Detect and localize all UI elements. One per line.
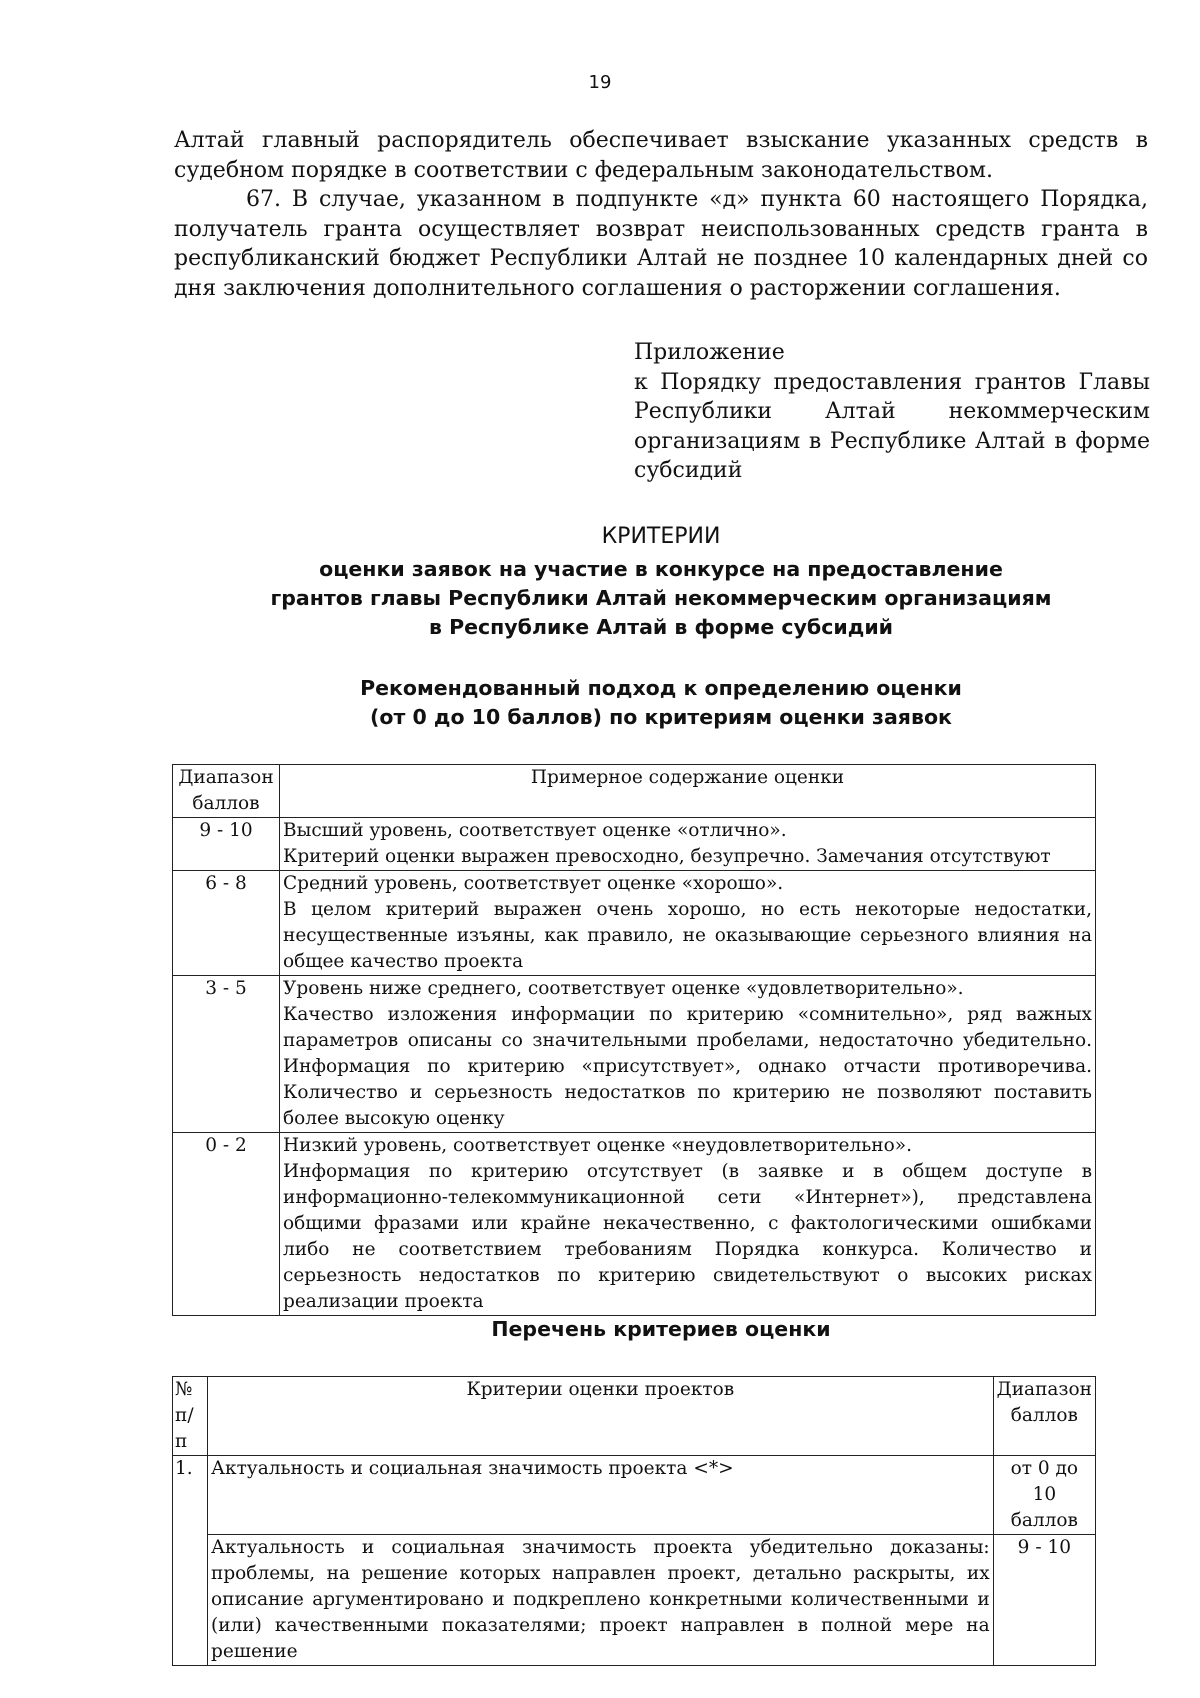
table-row: [173, 818, 1096, 871]
criteria-table: [172, 1376, 1096, 1666]
criterion-detail-cell: Актуальность и социальная значимость проекта убедительно доказаны: проблемы, на решение которых направлен проект, детально раскрыты, их описание аргументировано и подкреплено конкретными количественными и (или) качественными показателями; проект направлен в полной мере на решение: [208, 1535, 994, 1666]
range-cell: 9 - 10: [993, 1535, 1095, 1666]
page-number: 19: [588, 72, 612, 93]
table-row: [173, 1535, 1096, 1666]
body-text: [174, 126, 1148, 303]
appendix-title: Приложение: [634, 340, 785, 365]
criteria-subtitle: [174, 555, 1148, 642]
level-text: Качество изложения информации по критерию «сомнительно», ряд важных параметров описаны со значительными пробелами, недостаточно убедительно. Информация по критерию «присутствует», однако отчасти противоречива. Количество и серьезность недостатков по критерию не позволяют поставить более высокую оценку: [283, 1004, 1092, 1129]
header-range: Диапазон баллов: [173, 765, 280, 818]
header-content: Примерное содержание оценки: [280, 765, 1096, 818]
level-title: Высший уровень, соответствует оценке «отлично».: [283, 820, 787, 841]
table-header-row: [173, 765, 1096, 818]
criteria-subtitle-line: в Республике Алтай в форме субсидий: [428, 615, 894, 639]
criteria-title: КРИТЕРИИ: [601, 524, 721, 549]
range-cell: 9 - 10: [173, 818, 280, 871]
range-cell: от 0 до 10 баллов: [993, 1456, 1095, 1535]
level-title: Уровень ниже среднего, соответствует оценке «удовлетворительно».: [283, 978, 964, 999]
content-cell: [280, 1133, 1096, 1316]
header-range: Диапазон баллов: [993, 1377, 1095, 1456]
header-number: № п/п: [173, 1377, 208, 1456]
criteria-list-heading: Перечень критериев оценки: [491, 1317, 831, 1341]
content-cell: [280, 818, 1096, 871]
criteria-subtitle-line: грантов главы Республики Алтай некоммерческим организациям: [270, 586, 1052, 610]
paragraph: Алтай главный распорядитель обеспечивает взыскание указанных средств в судебном порядке в соответствии с федеральным законодательством.: [174, 128, 1148, 183]
level-text: В целом критерий выражен очень хорошо, но есть некоторые недостатки, несущественные изъяны, как правило, не оказывающие серьезного влияния на общее качество проекта: [283, 899, 1092, 972]
appendix-text: к Порядку предоставления грантов Главы Республики Алтай некоммерческим организациям в Республике Алтай в форме субсидий: [634, 369, 1150, 483]
content-cell: [280, 976, 1096, 1133]
level-title: Средний уровень, соответствует оценке «хорошо».: [283, 873, 784, 894]
approach-heading-line: (от 0 до 10 баллов) по критериям оценки заявок: [370, 705, 952, 729]
range-cell: 0 - 2: [173, 1133, 280, 1316]
level-text: Критерий оценки выражен превосходно, безупречно. Замечания отсутствуют: [283, 846, 1051, 867]
table-header-row: [173, 1377, 1096, 1456]
appendix-block: [634, 338, 1150, 486]
level-text: Информация по критерию отсутствует (в заявке и в общем доступе в информационно-телекоммуникационной сети «Интернет»), представлена общими фразами или крайне некачественно, с фактологическими ошибками либо не соответствием требованиям Порядка конкурса. Количество и серьезность недостатков по критерию свидетельствуют о высоких рисках реализации проекта: [283, 1161, 1092, 1312]
table-row: [173, 976, 1096, 1133]
range-cell: 6 - 8: [173, 871, 280, 976]
criterion-cell: Актуальность и социальная значимость проекта <*>: [208, 1456, 994, 1535]
table-row: [173, 1133, 1096, 1316]
table-row: [173, 1456, 1096, 1535]
approach-heading-line: Рекомендованный подход к определению оценки: [360, 676, 962, 700]
number-cell: 1.: [173, 1456, 208, 1666]
range-cell: 3 - 5: [173, 976, 280, 1133]
content-cell: [280, 871, 1096, 976]
criteria-subtitle-line: оценки заявок на участие в конкурсе на предоставление: [319, 557, 1003, 581]
approach-table: [172, 764, 1096, 1316]
header-criteria: Критерии оценки проектов: [208, 1377, 994, 1456]
paragraph: 67. В случае, указанном в подпункте «д» пункта 60 настоящего Порядка, получатель гранта осуществляет возврат неиспользованных средств гранта в республиканский бюджет Республики Алтай не позднее 10 календарных дней со дня заключения дополнительного соглашения о расторжении соглашения.: [174, 187, 1148, 301]
table-row: [173, 871, 1096, 976]
approach-heading: [174, 674, 1148, 732]
level-title: Низкий уровень, соответствует оценке «неудовлетворительно».: [283, 1135, 912, 1156]
